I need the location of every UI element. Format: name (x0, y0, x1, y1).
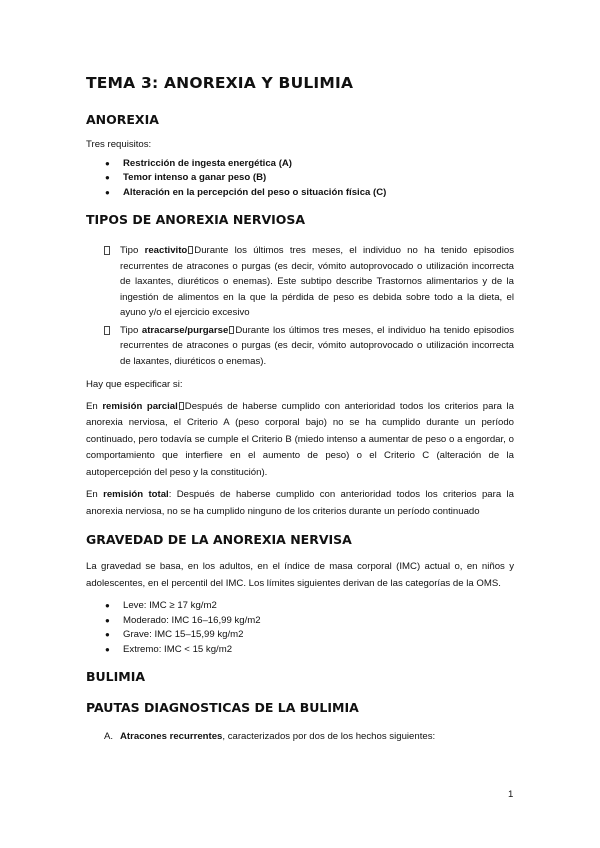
list-item: ● Alteración en la percepción del peso o situación física (C) (86, 186, 514, 201)
tipos-heading: TIPOS DE ANOREXIA NERVIOSA (86, 212, 306, 227)
bullet-icon: ● (105, 615, 110, 625)
list-item: ● Moderado: IMC 16–16,99 kg/m2 (86, 614, 514, 629)
page-number: 1 (508, 789, 514, 800)
checkbox-glyph-icon (104, 326, 110, 335)
checkbox-glyph-icon (104, 246, 110, 255)
bullet-icon: ● (105, 601, 110, 610)
document-title: TEMA 3: ANOREXIA Y BULIMIA (86, 74, 354, 92)
gravedad-heading: GRAVEDAD DE LA ANOREXIA NERVISA (86, 532, 352, 547)
pautas-heading: PAUTAS DIAGNOSTICAS DE LA BULIMIA (86, 700, 359, 715)
gravedad-paragraph: La gravedad se basa, en los adultos, en el índice de masa corporal (IMC) actual o, en niños y adolescentes, en el percentil del IMC. Los límites siguientes derivan de las categorías de la OMS. (86, 561, 514, 589)
list-item: Tipo atracarse/purgarse Durante los últimos tres meses, el individuo ha tenido episodios recurrentes de atracones o purgas (es decir, vómito autoprovocado o utilización incorrecta de laxantes, diuréticos o enemas). (86, 323, 514, 370)
bullet-icon: ● (105, 630, 110, 639)
requisitos-intro: Tres requisitos: (86, 139, 152, 150)
remision-parcial-paragraph: En remisión parcial Después de haberse cumplido con anterioridad todos los criterios para la anorexia nerviosa, el Criterio A (peso corporal bajo) no se ha cumplido durante un período continuado, pero todavía se cumple el Criterio B (miedo intenso a aumentar de peso o a engordar, o comportamiento que interfiere en el aumento de peso) o el Criterio C (alteración de la autopercepción del peso y la constitución). (86, 400, 514, 478)
list-item: ● Extremo: IMC < 15 kg/m2 (86, 643, 514, 658)
requisitos-list (86, 157, 514, 201)
pautas-list (86, 729, 514, 744)
list-item: A. Atracones recurrentes, caracterizados por dos de los hechos siguientes: (104, 731, 436, 742)
gravedad-list (86, 599, 514, 657)
anorexia-heading: ANOREXIA (86, 112, 159, 127)
missing-glyph-icon (229, 326, 234, 334)
list-item: ● Grave: IMC 15–15,99 kg/m2 (86, 628, 514, 643)
page-content (86, 74, 514, 744)
tipos-list (86, 243, 514, 369)
list-item: Tipo reactivito Durante los últimos tres meses, el individuo no ha tenido episodios recurrentes de atracones o purgas (es decir, vómito autoprovocado o utilización incorrecta de laxantes, diuréticos o enemas). Este subtipo describe Trastornos alimentarios y de la ingestión de alimentos en la que la pérdida de peso es debida sobre todo a la dieta, el ayuno y/o el ejercicio excesivo (86, 243, 514, 321)
bullet-icon: ● (105, 158, 110, 168)
bullet-icon: ● (105, 187, 110, 197)
list-item: ● Leve: IMC ≥ 17 kg/m2 (86, 599, 514, 614)
missing-glyph-icon (179, 402, 184, 410)
remision-total-paragraph: En remisión total: Después de haberse cumplido con anterioridad todos los criterios para la anorexia nerviosa, no se ha cumplido ninguno de los criterios durante un período continuado (86, 489, 514, 517)
list-item: ● Restricción de ingesta energética (A) (86, 157, 514, 172)
list-item: ● Temor intenso a ganar peso (B) (86, 171, 514, 186)
bulimia-heading: BULIMIA (86, 669, 146, 684)
especificar-text: Hay que especificar si: (86, 379, 183, 390)
bullet-icon: ● (105, 173, 110, 182)
bullet-icon: ● (105, 644, 110, 654)
missing-glyph-icon (188, 246, 193, 254)
